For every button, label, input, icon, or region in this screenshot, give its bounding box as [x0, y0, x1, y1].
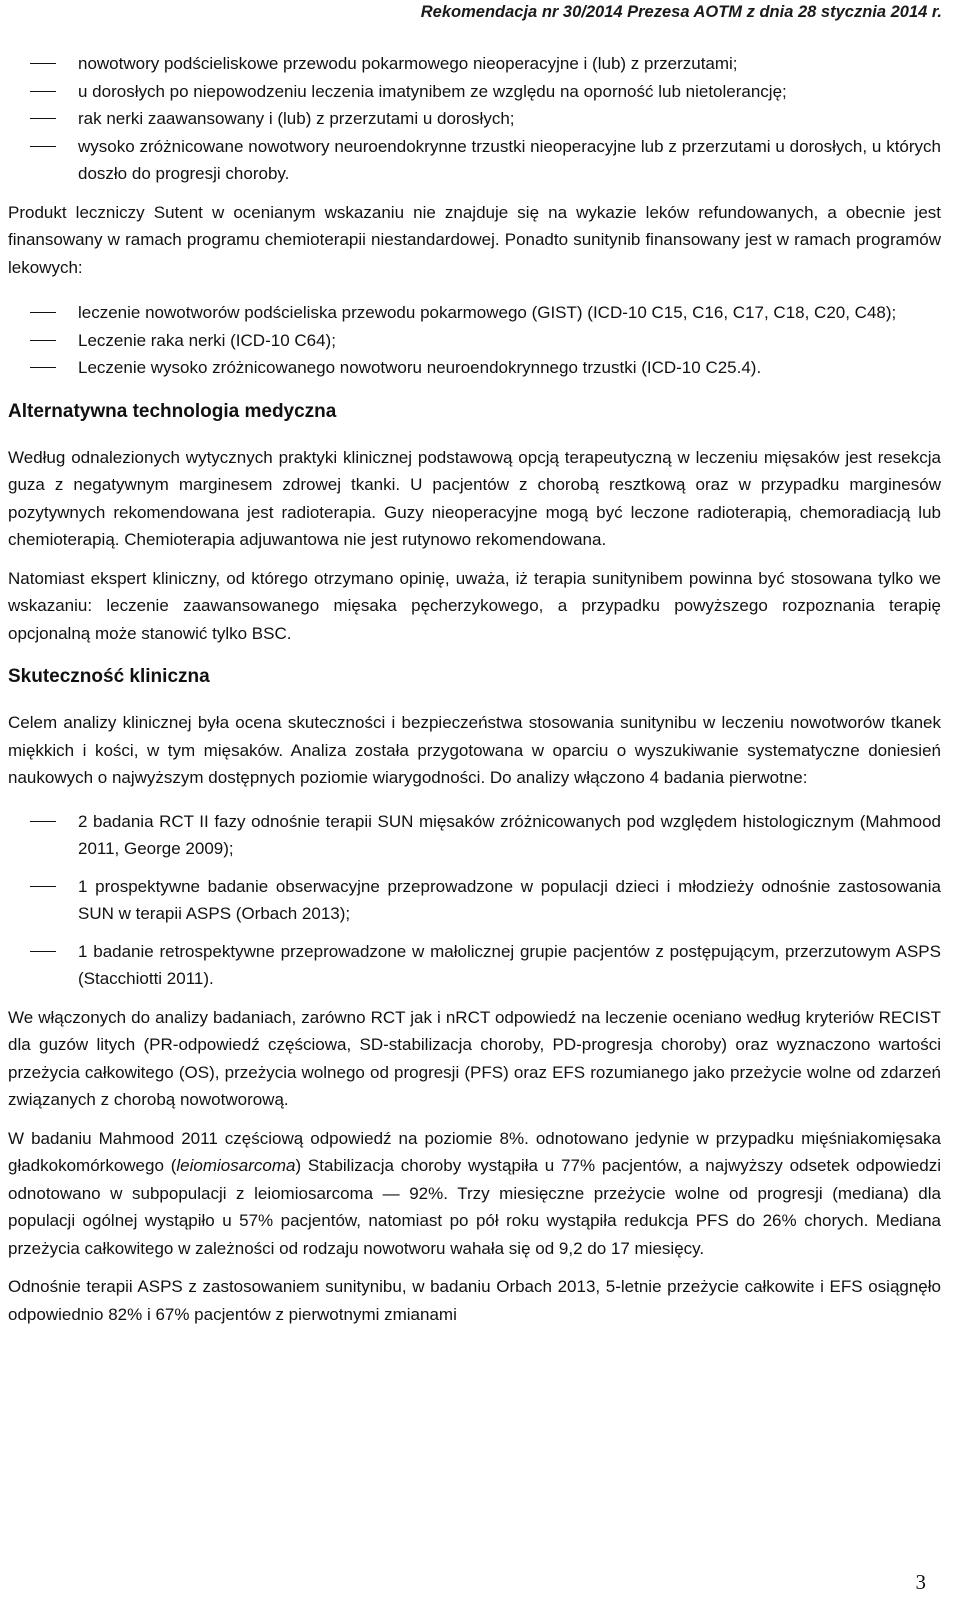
- list-item: 1 prospektywne badanie obserwacyjne przeprowadzone w populacji dzieci i młodzieży odnośnie zastosowania SUN w terapii ASPS (Orbach 2013);: [8, 873, 941, 928]
- paragraph: Natomiast ekspert kliniczny, od którego otrzymano opinię, uważa, iż terapia sunitynibem powinna być stosowana tylko we wskazaniu: leczenie zaawansowanego mięsaka pęcherzykowego, a przypadku powyższego rozpoznania terapię opcjonalną może stanowić tylko BSC.: [8, 568, 941, 643]
- list-item: leczenie nowotworów podścieliska przewodu pokarmowego (GIST) (ICD-10 C15, C16, C17, C18, C20, C48);: [8, 299, 941, 327]
- paragraph: Celem analizy klinicznej była ocena skuteczności i bezpieczeństwa stosowania sunitynibu w leczeniu nowotworów tkanek miękkich i kości, w tym mięsaków. Analiza została przygotowana w oparciu o wyszukiwanie systematyczne doniesień naukowych o najwyższym dostępnych poziomie wiarygodności. Do analizy włączono 4 badania pierwotne:: [8, 713, 941, 787]
- document-body: [8, 50, 941, 1339]
- paragraph: Odnośnie terapii ASPS z zastosowaniem sunitynibu, w badaniu Orbach 2013, 5-letnie przeżycie całkowite i EFS osiągnęło odpowiednio 82% i 67% pacjentów z pierwotnymi zmianami: [8, 1277, 941, 1324]
- list-item: nowotwory podścieliskowe przewodu pokarmowego nieoperacyjne i (lub) z przerzutami;: [8, 50, 941, 78]
- studies-list: [8, 808, 941, 993]
- list-item: 1 badanie retrospektywne przeprowadzone w małolicznej grupie pacjentów z postępującym, przerzutowym ASPS (Stacchiotti 2011).: [8, 938, 941, 993]
- list-item: 2 badania RCT II fazy odnośnie terapii SUN mięsaków zróżnicowanych pod względem histologicznym (Mahmood 2011, George 2009);: [8, 808, 941, 863]
- programs-list: [8, 299, 941, 382]
- text-run: W badaniu Mahmood 2011 częściową odpowiedź na poziomie 8%. odnotowano jedynie w przypadku mięśniakomięsaka gładkokomórkowego (: [8, 1128, 941, 1175]
- paragraph-product: Produkt leczniczy Sutent w ocenianym wskazaniu nie znajduje się na wykazie leków refundowanych, a obecnie jest finansowany w ramach programu chemioterapii niestandardowej. Ponadto sunitynib finansowany jest w ramach programów lekowych:: [8, 202, 941, 277]
- list-item: rak nerki zaawansowany i (lub) z przerzutami u dorosłych;: [8, 105, 941, 133]
- paragraph-mahmood: [8, 1125, 941, 1263]
- list-item: Leczenie raka nerki (ICD-10 C64);: [8, 327, 941, 355]
- section-heading-alternative: Alternatywna technologia medyczna: [8, 400, 337, 422]
- paragraph: We włączonych do analizy badaniach, zarówno RCT jak i nRCT odpowiedź na leczenie oceniano według kryteriów RECIST dla guzów litych (PR-odpowiedź częściowa, SD-stabilizacja choroby, PD-progresja choroby) oraz wyznaczono wartości przeżycia całkowitego (OS), przeżycia wolnego od progresji (PFS) oraz EFS rozumianego jako przeżycie wolne od zdarzeń związanych z chorobą nowotworową.: [8, 1007, 941, 1109]
- running-header: Rekomendacja nr 30/2014 Prezesa AOTM z dnia 28 stycznia 2014 r.: [420, 3, 942, 21]
- list-item: Leczenie wysoko zróżnicowanego nowotworu neuroendokrynnego trzustki (ICD-10 C25.4).: [8, 354, 941, 382]
- section-heading-efficacy: Skuteczność kliniczna: [8, 666, 210, 687]
- list-item: u dorosłych po niepowodzeniu leczenia imatynibem ze względu na oporność lub nietolerancję;: [8, 78, 941, 106]
- text-run: ) Stabilizacja choroby wystąpiła u 77% pacjentów, a najwyższy odsetek odpowiedzi odnotowano w subpopulacji z leiomiosarcoma — 92%. Trzy miesięczne przeżycie wolne od progresji (mediana) dla populacji ogólnej wystąpiło u 57% pacjentów, natomiast po pół roku wystąpiła redukcja PFS do 26% chorych. Mediana przeżycia całkowitego w zależności od rodzaju nowotworu wahała się od 9,2 do 17 miesięcy.: [8, 1156, 941, 1258]
- paragraph: Według odnalezionych wytycznych praktyki klinicznej podstawową opcją terapeutyczną w leczeniu mięsaków jest resekcja guza z negatywnym marginesem zdrowej tkanki. U pacjentów z chorobą resztkową oraz w przypadku marginesów pozytywnych rekomendowana jest radioterapia. Guzy nieoperacyjne mogą być leczone radioterapią, chemoradiacją lub chemioterapią. Chemioterapia adjuwantowa nie jest rutynowo rekomendowana.: [8, 447, 941, 549]
- italic-term: leiomiosarcoma: [176, 1156, 296, 1175]
- page-number: 3: [915, 1570, 926, 1594]
- list-item: wysoko zróżnicowane nowotwory neuroendokrynne trzustki nieoperacyjne lub z przerzutami u dorosłych, u których doszło do progresji choroby.: [8, 133, 941, 188]
- indication-list: [8, 50, 941, 188]
